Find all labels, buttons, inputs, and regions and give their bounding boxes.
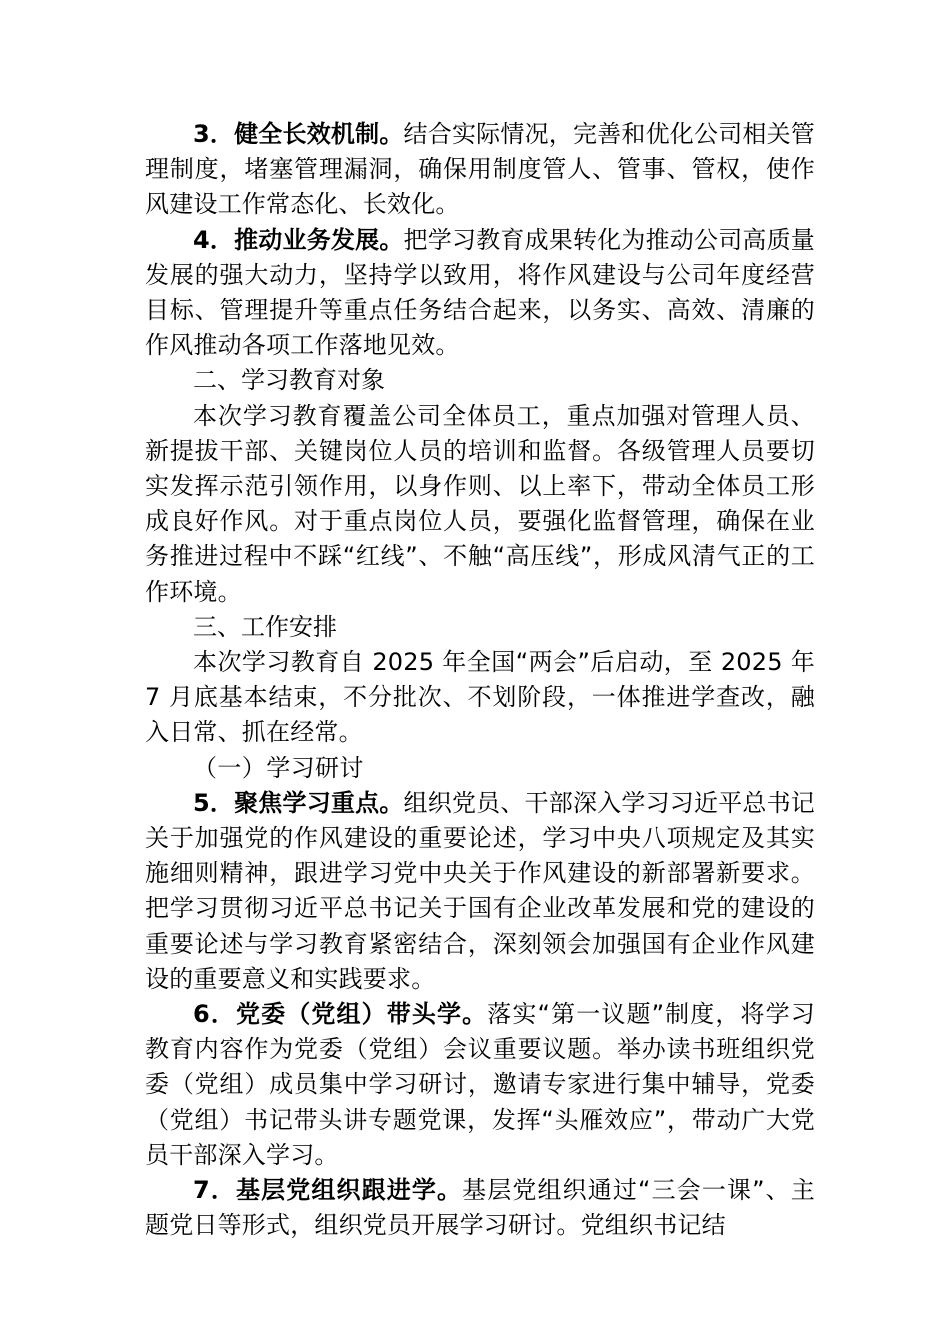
paragraph-item-7 xyxy=(145,1173,815,1243)
paragraph-item-5 xyxy=(145,786,815,997)
section-3-subheading: （一）学习研讨 xyxy=(193,753,364,782)
item-7-lead: 7．基层党组织跟进学。 xyxy=(193,1176,463,1205)
item-6-text: 落实“第一议题”制度，将学习教育内容作为党委（党组）会议重要议题。举办读书班组织党委（党组）成员集中学习研讨，邀请专家进行集中辅导，党委（党组）书记带头讲专题党课，发挥“头雁效应”，带动广大党员干部深入学习。 xyxy=(145,1000,815,1169)
item-5-text: 组织党员、干部深入学习习近平总书记关于加强党的作风建设的重要论述，学习中央八项规定及其实施细则精神，跟进学习党中央关于作风建设的新部署新要求。把学习贯彻习近平总书记关于国有企业改革发展和党的建设的重要论述与学习教育紧密结合，深刻领会加强国有企业作风建设的重要意义和实践要求。 xyxy=(145,788,816,993)
section-2-text: 本次学习教育覆盖公司全体员工，重点加强对管理人员、新提拔干部、关键岗位人员的培训和监督。各级管理人员要切实发挥示范引领作用，以身作则、以上率下，带动全体员工形成良好作风。对于重点岗位人员，要强化监督管理，确保在业务推进过程中不踩“红线”、不触“高压线”，形成风清气正的工作环境。 xyxy=(145,401,815,606)
item-3-text: 结合实际情况，完善和优化公司相关管理制度，堵塞管理漏洞，确保用制度管人、管事、管权，使作风建设工作常态化、长效化。 xyxy=(145,120,816,219)
item-7-text: 基层党组织通过“三会一课”、主题党日等形式，组织党员开展学习研讨。党组织书记结 xyxy=(145,1176,815,1240)
item-4-lead: 4．推动业务发展。 xyxy=(193,225,404,254)
document-page xyxy=(145,117,815,1244)
item-4-text: 把学习教育成果转化为推动公司高质量发展的强大动力，坚持学以致用，将作风建设与公司年度经营目标、管理提升等重点任务结合起来，以务实、高效、清廉的作风推动各项工作落地见效。 xyxy=(145,225,816,360)
item-6-lead: 6．党委（党组）带头学。 xyxy=(193,1000,488,1029)
item-3-lead: 3．健全长效机制。 xyxy=(193,120,404,148)
paragraph-item-4 xyxy=(145,223,815,364)
paragraph-item-6 xyxy=(145,997,815,1173)
section-3-heading: 三、工作安排 xyxy=(193,612,337,641)
item-5-lead: 5．聚焦学习重点。 xyxy=(193,788,404,817)
section-2-heading: 二、学习教育对象 xyxy=(193,366,385,395)
paragraph-item-3 xyxy=(145,117,815,223)
section-3-text: 本次学习教育自 2025 年全国“两会”后启动，至 2025 年 7 月底基本结束，不分批次、不划阶段，一体推进学查改，融入日常、抓在经常。 xyxy=(145,648,815,747)
